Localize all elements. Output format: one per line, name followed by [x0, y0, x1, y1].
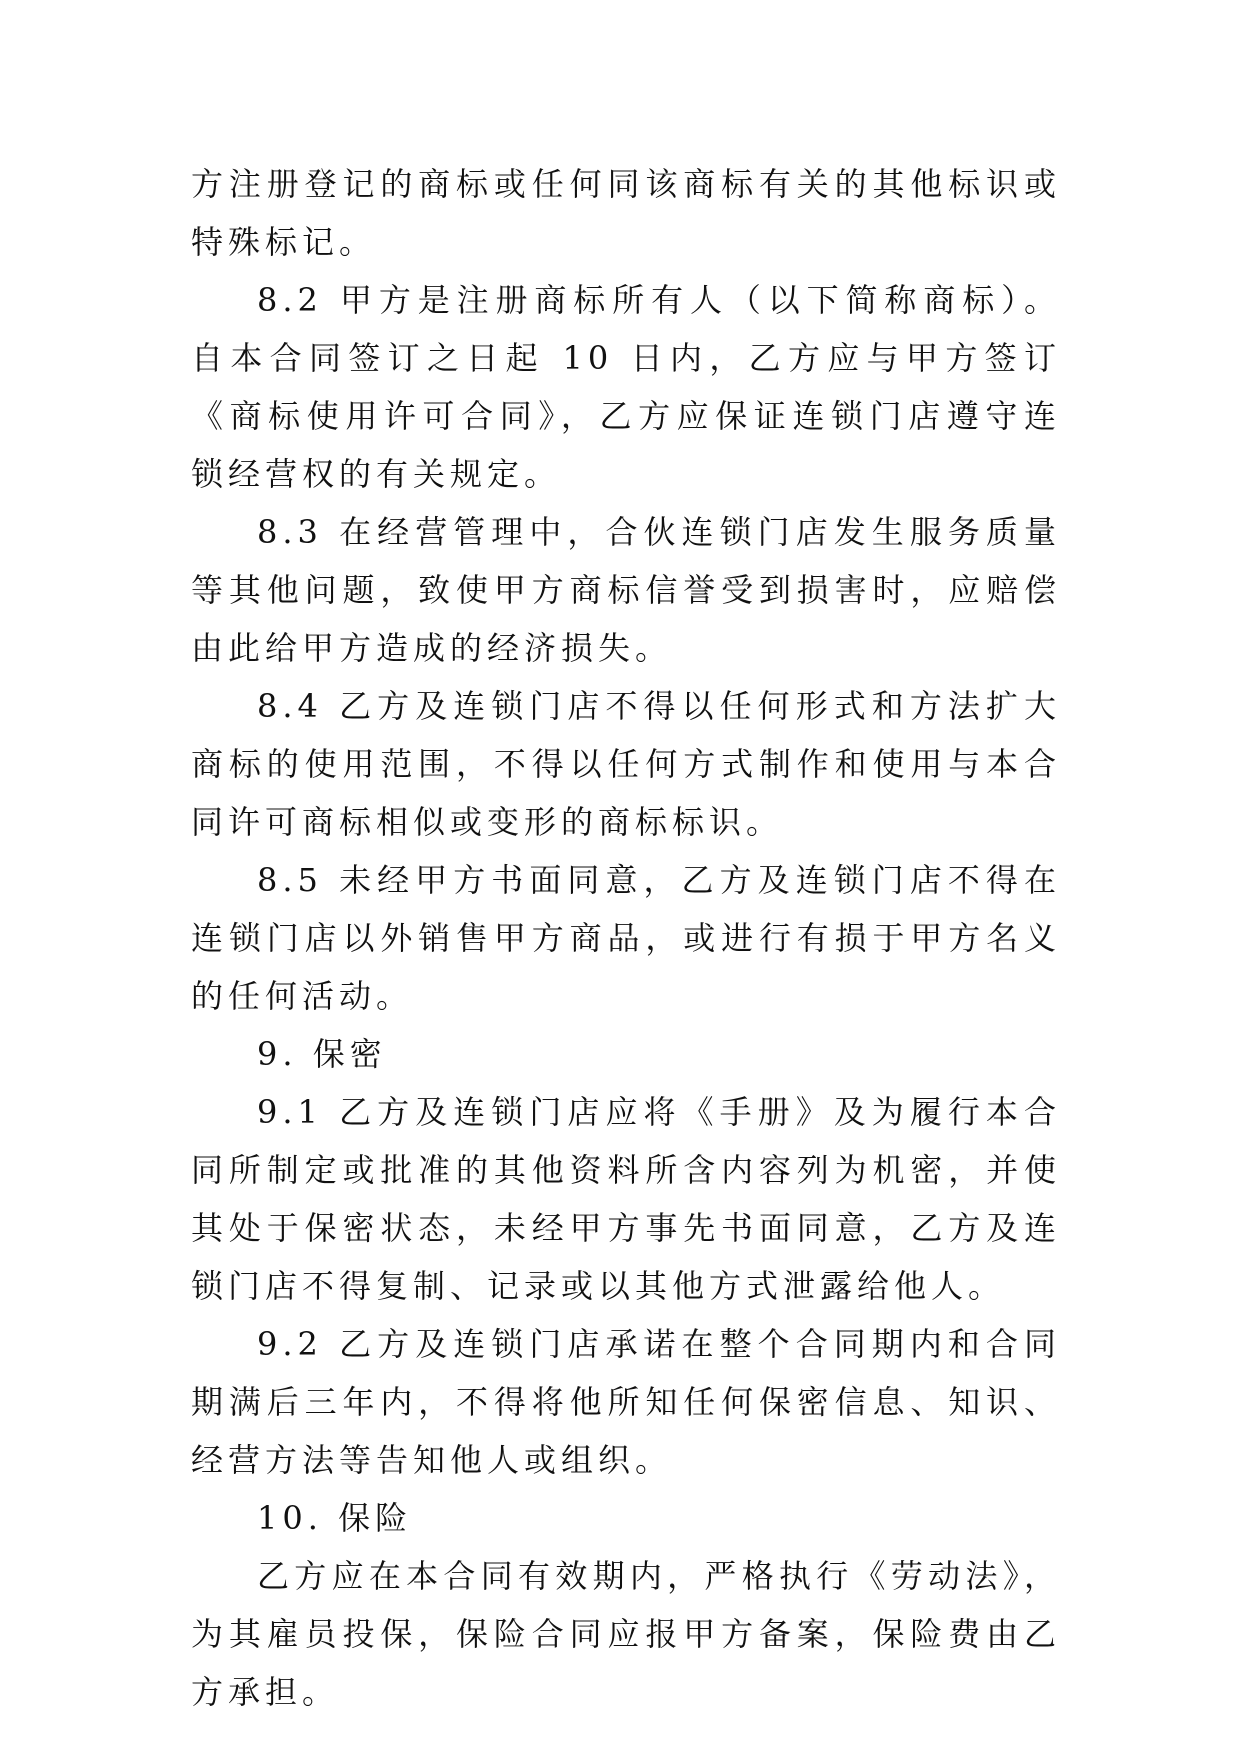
document-body — [191, 155, 1061, 1721]
paragraph-9-2: 9.2 乙方及连锁门店承诺在整个合同期内和合同期满后三年内，不得将他所知任何保密信息、知识、经营方法等告知他人或组织。 — [191, 1325, 1061, 1479]
paragraph-9-1: 9.1 乙方及连锁门店应将《手册》及为履行本合同所制定或批准的其他资料所含内容列为机密，并使其处于保密状态，未经甲方事先书面同意，乙方及连锁门店不得复制、记录或以其他方式泄露给他人。 — [191, 1093, 1061, 1305]
paragraph-8-3: 8.3 在经营管理中，合伙连锁门店发生服务质量等其他问题，致使甲方商标信誉受到损害时，应赔偿由此给甲方造成的经济损失。 — [191, 513, 1061, 667]
paragraph-8-2: 8.2 甲方是注册商标所有人（以下简称商标）。自本合同签订之日起 10 日内，乙方应与甲方签订《商标使用许可合同》，乙方应保证连锁门店遵守连锁经营权的有关规定。 — [191, 281, 1061, 493]
paragraph-trademark-continued: 方注册登记的商标或任何同该商标有关的其他标识或特殊标记。 — [191, 165, 1061, 261]
section-heading-9-confidentiality: 9. 保密 — [257, 1035, 387, 1073]
paragraph-8-4: 8.4 乙方及连锁门店不得以任何形式和方法扩大商标的使用范围，不得以任何方式制作和使用与本合同许可商标相似或变形的商标标识。 — [191, 687, 1061, 841]
paragraph-10-body: 乙方应在本合同有效期内，严格执行《劳动法》，为其雇员投保，保险合同应报甲方备案，保险费由乙方承担。 — [191, 1557, 1061, 1711]
section-heading-10-insurance: 10. 保险 — [257, 1499, 413, 1537]
paragraph-8-5: 8.5 未经甲方书面同意，乙方及连锁门店不得在连锁门店以外销售甲方商品，或进行有损于甲方名义的任何活动。 — [191, 861, 1061, 1015]
